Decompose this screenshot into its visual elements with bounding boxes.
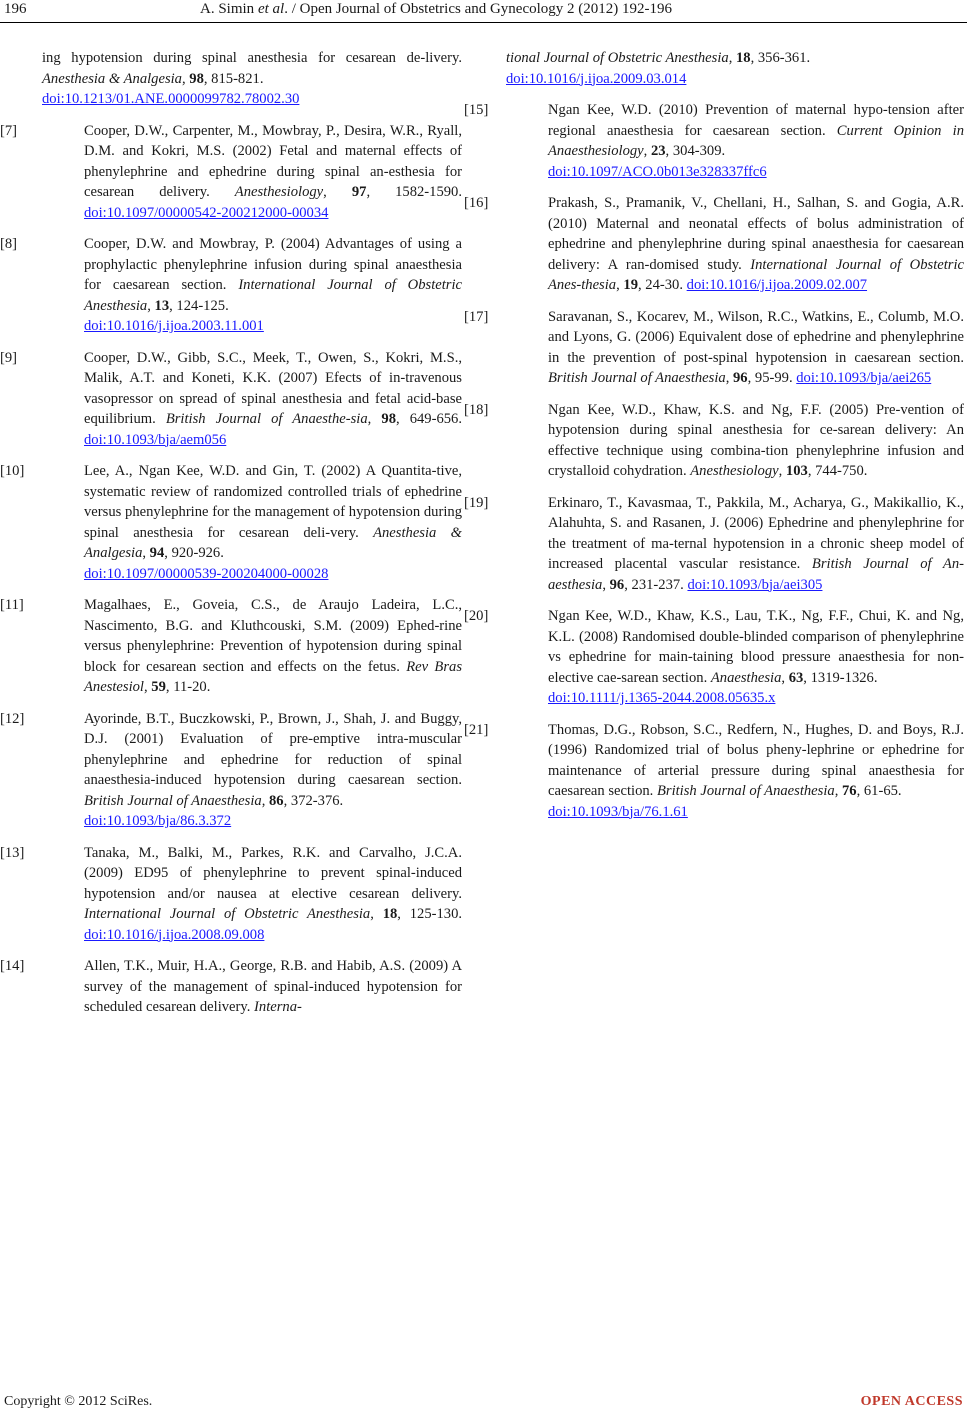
reference-number: [20] <box>464 608 489 624</box>
doi-link[interactable]: doi:10.1097/00000542-200212000-00034 <box>84 204 329 221</box>
reference-item: [21] Thomas, D.G., Robson, S.C., Redfern, N., Hughes, D. and Boys, R.J. (1996) Randomized trial of bolus pheny-lephrine or ephedrine for maintenance of arterial pressure during spinal anaesthesia for caesarean section. British Journal of Anaesthesia, 76, 61-65. doi:10.1093/bja/76.1.61 <box>464 721 964 820</box>
page-number: 196 <box>4 1 27 17</box>
right-column <box>464 48 964 833</box>
reference-item: [15] Ngan Kee, W.D. (2010) Prevention of maternal hypo-tension after regional anaesthesia for caesarean section. Current Opinion in Anaesthesiology, 23, 304-309. doi:10.1097/ACO.0b013e328337ffc6 <box>464 102 964 180</box>
doi-link[interactable]: doi:10.1016/j.ijoa.2009.03.014 <box>506 70 687 87</box>
page-footer <box>0 1394 967 1414</box>
reference-number: [12] <box>0 710 25 727</box>
doi-link[interactable]: doi:10.1016/j.ijoa.2003.11.001 <box>84 318 264 334</box>
reference-continuation: tional Journal of Obstetric Anesthesia, 18, 356-361. doi:10.1016/j.ijoa.2009.03.014 <box>506 50 811 87</box>
doi-link[interactable]: doi:10.1093/bja/aei265 <box>796 370 932 386</box>
reference-item: [19] Erkinaro, T., Kavasmaa, T., Pakkila, M., Acharya, G., Makikallio, K., Alahuhta, S. and Rasanen, J. (2006) Ephedrine and phenylephrine for the treatment of ma-ternal hypotension in a chronic sheep model of increased placental vascular resistance. British Journal of An-aesthesia, 96, 231-237. doi:10.1093/bja/aei305 <box>464 494 964 593</box>
reference-number: [10] <box>0 463 25 479</box>
reference-number: [13] <box>0 844 25 861</box>
doi-link[interactable]: doi:10.1016/j.ijoa.2008.09.008 <box>84 926 265 943</box>
open-access-label: OPEN ACCESS <box>860 1394 963 1409</box>
doi-link[interactable]: doi:10.1097/00000539-200204000-00028 <box>84 565 329 582</box>
reference-item: [9] Cooper, D.W., Gibb, S.C., Meek, T., Owen, S., Kokri, M.S., Malik, A.T. and Koneti, K.K. (2007) Efects of in-travenous vasopressor on spread of spinal anesthesia and fetal acid-base equilibrium. British Journal of Anaesthe-sia, 98, 649-656. doi:10.1093/bja/aem056 <box>0 349 462 448</box>
reference-item: [20] Ngan Kee, W.D., Khaw, K.S., Lau, T.K., Ng, F.F., Chui, K. and Ng, K.L. (2008) Randomised double-blinded comparison of phenylephrine vs ephedrine for main-taining blood pressure anaesthesia for non-elective cae-sarean section. Anaesthesia, 63, 1319-1326. doi:10.1111/j.1365-2044.2008.05635.x <box>464 608 964 706</box>
reference-number: [14] <box>0 958 25 974</box>
reference-item: [11] Magalhaes, E., Goveia, C.S., de Araujo Ladeira, L.C., Nascimento, B.G. and Kluthcouski, S.M. (2009) Ephed-rine versus phenylephrine: Prevention of hypotension during spinal block for cesarean section and effects on the fetus. Rev Bras Anestesiol, 59, 11-20. <box>0 597 463 695</box>
reference-item: [17] Saravanan, S., Kocarev, M., Wilson, R.C., Watkins, E., Columb, M.O. and Lyons, G. (2006) Equivalent dose of ephedrine and phenylephrine in the prevention of post-spinal hypotension in caesarean section. British Journal of Anaesthesia, 96, 95-99. doi:10.1093/bja/aei265 <box>464 308 964 386</box>
header-rule <box>0 22 967 23</box>
reference-item: [14] Allen, T.K., Muir, H.A., George, R.B. and Habib, A.S. (2009) A survey of the management of spinal-induced hypotension for scheduled cesarean delivery. Interna- <box>0 958 462 1015</box>
reference-number: [21] <box>464 721 489 738</box>
reference-number: [15] <box>464 102 489 118</box>
doi-link[interactable]: doi:10.1111/j.1365-2044.2008.05635.x <box>548 690 776 706</box>
reference-item: [12] Ayorinde, B.T., Buczkowski, P., Brown, J., Shah, J. and Buggy, D.J. (2001) Evaluation of pre-emptive intra-muscular phenylephrine and ephedrine for reduction of spinal anaesthesia-induced hypotension during caesarean section. British Journal of Anaesthesia, 86, 372-376. doi:10.1093/bja/86.3.372 <box>0 710 462 829</box>
reference-continuation: ing hypotension during spinal anesthesia for cesarean de-livery. Anesthesia & Analgesia, 98, 815-821. doi:10.1213/01.ANE.0000099782.78002.30 <box>42 50 462 107</box>
reference-number: [7] <box>0 122 18 139</box>
reference-number: [8] <box>0 236 18 252</box>
reference-number: [9] <box>0 349 18 366</box>
doi-link[interactable]: doi:10.1093/bja/86.3.372 <box>84 813 232 829</box>
reference-number: [19] <box>464 494 489 511</box>
running-head: A. Simin et al. / Open Journal of Obstetrics and Gynecology 2 (2012) 192-196 <box>200 1 673 17</box>
doi-link[interactable]: doi:10.1213/01.ANE.0000099782.78002.30 <box>42 91 300 107</box>
reference-item: [7] Cooper, D.W., Carpenter, M., Mowbray, P., Desira, W.R., Ryall, D.M. and Kokri, M.S. (2002) Fetal and maternal effects of phenylephrine and ephedrine during spinal an-esthesia for cesarean delivery. Anesthesiology, 97, 1582-1590. doi:10.1097/00000542-200212000-00034 <box>0 122 462 221</box>
doi-link[interactable]: doi:10.1093/bja/aem056 <box>84 431 227 448</box>
reference-item: [16] Prakash, S., Pramanik, V., Chellani, H., Salhan, S. and Gogia, A.R. (2010) Maternal and neonatal effects of bolus administration of ephedrine and phenylephrine during spinal anaesthesia for caesarean delivery: A ran-domised study. International Journal of Obstetric Anes-thesia, 19, 24-30. doi:10.1016/j.ijoa.2009.02.007 <box>464 195 964 293</box>
reference-item: [10] Lee, A., Ngan Kee, W.D. and Gin, T. (2002) A Quantita-tive, systematic review of randomized controlled trials of ephedrine versus phenylephrine for the management of hypotension during spinal anesthesia for cesarean deli-very. Anesthesia & Analgesia, 94, 920-926. doi:10.1097/00000539-200204000-00028 <box>0 463 463 582</box>
reference-item: [13] Tanaka, M., Balki, M., Parkes, R.K. and Carvalho, J.C.A. (2009) ED95 of phenylephrine to prevent spinal-induced hypotension and/or nausea at elective cesarean delivery. International Journal of Obstetric Anesthesia, 18, 125-130. doi:10.1016/j.ijoa.2008.09.008 <box>0 844 463 943</box>
reference-number: [11] <box>0 597 24 613</box>
reference-item: [8] Cooper, D.W. and Mowbray, P. (2004) Advantages of using a prophylactic phenylephrine infusion during spinal anaesthesia for caesarean section. International Journal of Obstetric Anesthesia, 13, 124-125. doi:10.1016/j.ijoa.2003.11.001 <box>0 236 462 334</box>
copyright: Copyright © 2012 SciRes. <box>4 1394 153 1409</box>
page-header <box>0 0 967 28</box>
doi-link[interactable]: doi:10.1097/ACO.0b013e328337ffc6 <box>548 163 767 180</box>
reference-number: [18] <box>464 401 489 418</box>
doi-link[interactable]: doi:10.1093/bja/aei305 <box>687 576 823 593</box>
left-column <box>0 48 463 1029</box>
doi-link[interactable]: doi:10.1016/j.ijoa.2009.02.007 <box>686 277 868 293</box>
doi-link[interactable]: doi:10.1093/bja/76.1.61 <box>548 803 688 820</box>
reference-number: [16] <box>464 195 489 211</box>
reference-item: [18] Ngan Kee, W.D., Khaw, K.S. and Ng, F.F. (2005) Pre-vention of hypotension during spinal anesthesia for ce-sarean delivery: An effective technique using combina-tion phenylephrine infusion and crystalloid cohydration. Anesthesiology, 103, 744-750. <box>464 401 964 479</box>
reference-number: [17] <box>464 308 489 325</box>
